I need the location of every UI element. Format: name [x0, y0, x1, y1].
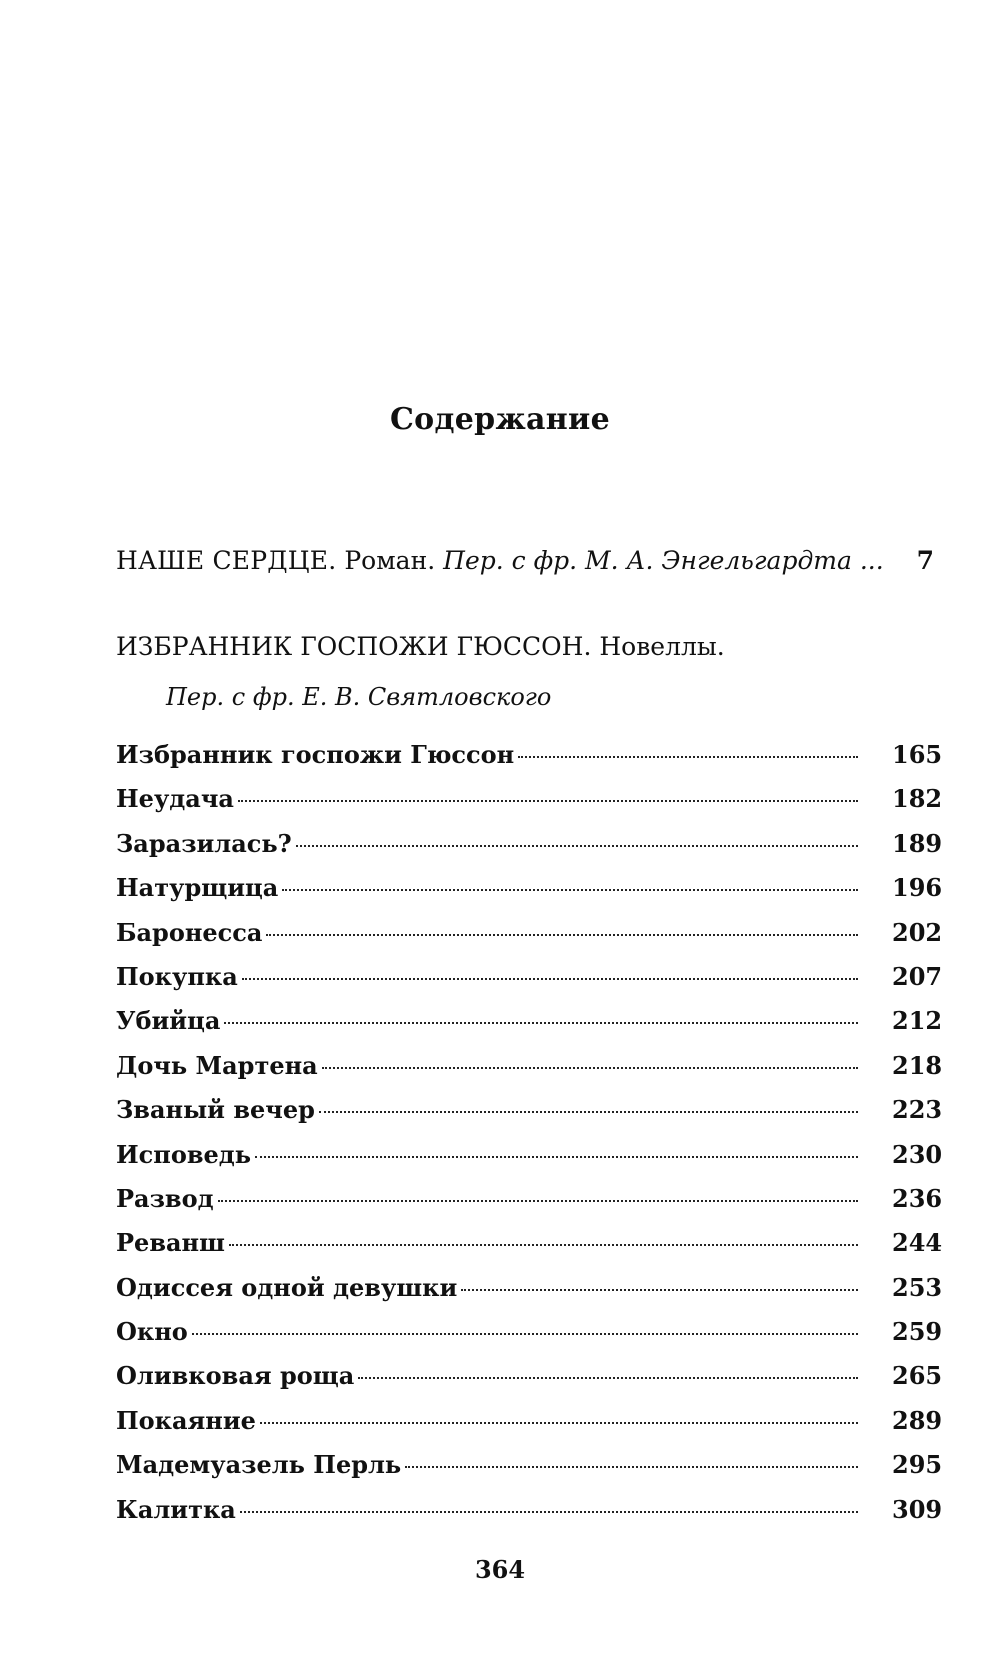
toc-item-page: 218 — [892, 1050, 943, 1080]
toc-item-title: Натурщица — [116, 873, 279, 903]
dot-leader — [218, 1200, 858, 1202]
toc-item-title: Развод — [116, 1183, 214, 1213]
toc-novel-entry — [116, 546, 934, 575]
toc-item — [116, 784, 943, 828]
section-heading — [116, 632, 725, 661]
dot-leader — [260, 1422, 858, 1424]
toc-item-title: Реванш — [116, 1228, 225, 1258]
toc-item-title: Калитка — [116, 1494, 236, 1524]
dot-leader — [405, 1466, 858, 1468]
dot-leader — [192, 1333, 858, 1335]
dot-leader — [296, 845, 858, 847]
toc-item-page: 196 — [892, 873, 943, 903]
page-title: Содержание — [390, 402, 610, 437]
toc-item — [116, 1183, 943, 1228]
toc-item-title: Исповедь — [116, 1139, 252, 1169]
toc-item — [116, 1405, 943, 1450]
dot-leader — [358, 1377, 858, 1379]
toc-item — [116, 1272, 943, 1317]
toc-item-page: 189 — [892, 828, 943, 858]
toc-item-title: Баронесса — [116, 917, 263, 947]
dot-leader — [224, 1022, 858, 1024]
dot-leader — [282, 889, 858, 891]
dot-leader — [461, 1289, 858, 1291]
toc-item-title: Званый вечер — [116, 1095, 315, 1125]
section-genre: Новеллы. — [599, 632, 725, 661]
toc-item-page: 259 — [892, 1317, 943, 1347]
novel-text — [116, 546, 917, 575]
section-title: ИЗБРАННИК ГОСПОЖИ ГЮССОН. — [116, 632, 592, 661]
toc-item-title: Избранник госпожи Гюссон — [116, 740, 515, 769]
toc-item — [116, 1494, 943, 1539]
toc-item-page: 212 — [892, 1006, 943, 1036]
dot-leader — [266, 934, 858, 936]
toc-item-page: 207 — [892, 961, 943, 991]
toc-item-title: Дочь Мартена — [116, 1050, 318, 1080]
toc-item — [116, 917, 943, 962]
toc-item — [116, 1006, 943, 1050]
toc-item-title: Мадемуазель Перль — [116, 1450, 402, 1480]
novel-translator: Пер. с фр. М. А. Энгельгардта ... — [443, 546, 884, 575]
dot-leader — [229, 1244, 858, 1246]
toc-item-title: Оливковая роща — [116, 1361, 355, 1391]
toc-item-title: Убийца — [116, 1006, 221, 1036]
toc-item — [116, 1228, 943, 1272]
toc-item-title: Неудача — [116, 784, 234, 814]
toc-item-page: 230 — [892, 1139, 943, 1169]
toc-item — [116, 740, 943, 784]
dot-leader — [238, 800, 858, 802]
toc-item-title: Покаяние — [116, 1405, 256, 1435]
novel-title: НАШЕ СЕРДЦЕ. — [116, 546, 337, 575]
toc-item — [116, 1317, 943, 1361]
toc-item-page: 244 — [892, 1228, 943, 1258]
toc-item — [116, 828, 943, 873]
dot-leader — [319, 1111, 858, 1113]
novel-genre: Роман. — [344, 546, 436, 575]
toc-list — [116, 740, 943, 1539]
section-translator: Пер. с фр. Е. В. Святловского — [166, 683, 552, 711]
toc-item — [116, 873, 943, 917]
toc-item — [116, 961, 943, 1006]
toc-item-page: 236 — [892, 1183, 943, 1213]
toc-item-page: 295 — [892, 1450, 943, 1480]
toc-item-page: 202 — [892, 917, 943, 947]
toc-item-page: 265 — [892, 1361, 943, 1391]
toc-item — [116, 1050, 943, 1095]
toc-item-page: 182 — [892, 784, 943, 814]
toc-item — [116, 1361, 943, 1405]
toc-item — [116, 1095, 943, 1139]
dot-leader — [322, 1067, 858, 1069]
toc-item-page: 223 — [892, 1095, 943, 1125]
novel-page-number: 7 — [916, 546, 934, 575]
toc-item-page: 253 — [892, 1272, 943, 1302]
toc-item-page: 289 — [892, 1405, 943, 1435]
dot-leader — [518, 756, 858, 758]
dot-leader — [240, 1511, 858, 1513]
dot-leader — [242, 978, 858, 980]
toc-item — [116, 1139, 943, 1184]
toc-item-title: Покупка — [116, 961, 238, 991]
page-number: 364 — [474, 1555, 526, 1584]
toc-item-title: Окно — [116, 1317, 188, 1347]
dot-leader — [255, 1156, 858, 1158]
toc-item-title: Заразилась? — [116, 828, 292, 858]
toc-item-page: 165 — [892, 740, 943, 769]
toc-item-title: Одиссея одной девушки — [116, 1272, 458, 1302]
toc-item-page: 309 — [892, 1494, 943, 1524]
toc-item — [116, 1450, 943, 1494]
